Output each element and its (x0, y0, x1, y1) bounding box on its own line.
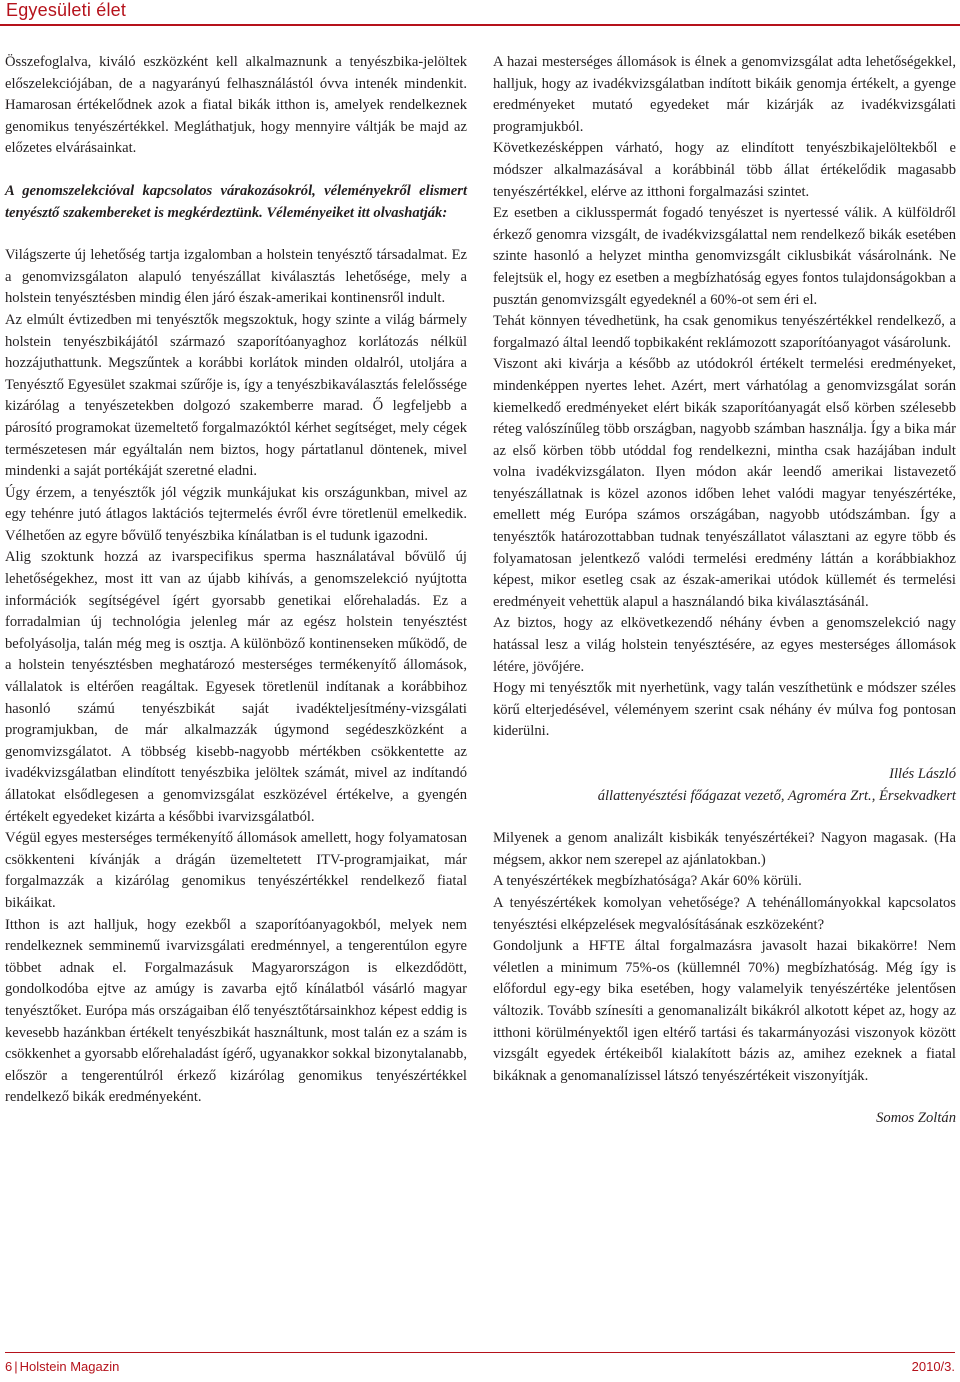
left-column (5, 52, 467, 1109)
qa-paragraph: A tenyészértékek komolyan vehetősége? A tehénállományokkal kapcsolatos tenyésztési elképzelések megvalósításának eszközeként? (493, 894, 956, 933)
author-name: Illés László (889, 766, 956, 782)
qa-paragraph: Milyenek a genom analizált kisbikák tenyészértékei? Nagyon magasak. (Ha mégsem, akkor nem szerepel az ajánlatokban.) (493, 830, 956, 868)
intro-paragraph: Összefoglalva, kiváló eszközként kell alkalmaznunk a tenyészbika-jelöltek előszelekciójában, de a nagyarányú felhasználástól óvva intenék mindenkit. Hamarosan értékelődnek azok a fiatal bikák itthon is, amelyek rendelkeznek genomikus tenyészértékkel. Megláthatjuk, hogy mennyire váltják be majd az előzetes elvárásainkat. (5, 54, 467, 157)
author-name: Somos Zoltán (876, 1110, 956, 1127)
qa-paragraph: Gondoljunk a HFTE által forgalmazásra javasolt hazai bikakörre! Nem véletlen a minimum 75%-os (küllemnél 70%) megbízhatóság. Még így is előfordul egy-egy bika esetében, hogy valamelyik tenyészértéke jelentősen változik. Tovább színesíti a genomanalizált bikákról alkotott képet az, hogy az itthoni körülményektől igen eltérő tartási és takarmányozási viszonyok között vizsgált egyedek értékeiből kialakított bázis az, amihez ezeknek a fiatal bikáknak a genomanalízissel látszó tenyészértékeit viszonyítják. (493, 938, 956, 1084)
lead-paragraph: A genomszelekcióval kapcsolatos várakozásokról, véleményekről elismert tenyésztő szakembereket is megkérdeztünk. Véleményeiket itt olvashatják: (5, 182, 467, 221)
header-divider (0, 24, 960, 26)
body-paragraph: Úgy érzem, a tenyésztők jól végzik munkájukat kis országunkban, mivel az egy tehénre jutó átlagos laktációs tejtermelés évről évre töretlenül emelkedik. Vélhetően az egyre bővülő tenyészbika kínálatban is el tudunk igazodni. (5, 484, 467, 544)
author-title: állattenyésztési főágazat vezető, Agroméra Zrt., Érsekvadkert (597, 787, 956, 804)
footer-page-info: 6 | Holstein Magazin (5, 1359, 120, 1374)
body-paragraph: Tehát könnyen tévedhetünk, ha csak genomikus tenyészértékkel rendelkező, a forgalmazó által leendő topbikaként reklámozott szaporítóanyagot vásárolunk. (493, 313, 956, 351)
body-paragraph: Végül egyes mesterséges termékenyítő állomások amellett, hogy folyamatosan csökkenteni kívánják a drágán üzemeltetett ITV-programjaikat, már forgalmazzák a kizárólag genomikus tenyészértékkel rendelkező fiatal bikáikat. (5, 830, 467, 911)
issue-number: 2010/3. (911, 1359, 955, 1374)
section-title: Egyesületi élet (6, 0, 127, 20)
body-paragraph: Következésképpen várható, hogy az elindított tenyészbikajelöltekből e módszer alkalmazásával a korábbinál több állat értékelődik magasabb tenyészértékkel, elérve az itthoni forgalmazási szintet. (493, 140, 956, 200)
footer-divider (5, 1352, 955, 1353)
body-paragraph: Hogy mi tenyésztők mit nyerhetünk, vagy talán veszíthetünk e módszer széles körű elterjedésével, véleményem szerint csak néhány év múlva fog pontosan kiderülni. (493, 680, 956, 740)
body-paragraph: Viszont aki kivárja a később az utódokról értékelt termelési eredményeket, mindenképpen nyertes lehet. Azért, mert várhatólag a genomvizsgálat során kiemelkedő eredményeket elért bikák szaporítóanyagát első körben szélesebb réteg valószínűleg több országban, nagyobb számban használja. Így a bika már az első körben több utóddal fog rendelkezni, mintha csak hazájában indult volna ivadékvizsgálaton. Ilyen módon akár leendő amerikai listavezető tenyészállatnak is közel azonos időben lehet valódi magyar tenyészértéke, emellett még Európa számos országában, nagyobb utódszámban. Így a tenyésztők határozottabban tudnak tenyészállatot választani az egyre több és folyamatosan jelentkező valódi termelési eredmény láttán a korábbiakhoz képest, mikor esetleg csak az észak-amerikai utódok küllemét és termelési eredményeit vehettük alapul a használandó bika kiválasztásánál. (493, 356, 956, 610)
body-paragraph: A hazai mesterséges állomások is élnek a genomvizsgálat adta lehetőségekkel, halljuk, hogy az ivadékvizsgálatban indított bikáik genomja értékelt, a gyenge eredményeket mutató egyedeket már kizárják az ivadékvizsgálati programjukból. (493, 54, 956, 135)
body-paragraph: Az biztos, hogy az elkövetkezendő néhány évben a genomszelekció nagy hatással lesz a világ holstein tenyésztésére, az egyes mesterséges állomások létére, jövőjére. (493, 615, 956, 675)
page-number: 6 (5, 1359, 13, 1374)
right-column (493, 52, 956, 1130)
body-paragraph: Világszerte új lehetőség tartja izgalomban a holstein tenyésztő társadalmat. Ez a genomvizsgálaton alapuló tenyészállat kiválasztás lehetősége, mely a holstein tenyésztésben mindig élen járó észak-amerikai kontinensről indult. (5, 247, 467, 307)
qa-paragraph: A tenyészértékek megbízhatósága? Akár 60% körüli. (493, 873, 802, 890)
magazine-name: Holstein Magazin (19, 1359, 120, 1374)
body-paragraph: Ez esetben a ciklusspermát fogadó tenyészet is nyertessé válik. A külföldről érkező genomra vizsgált, de ivadékvizsgálattal nem rendelkező bikák esetében szinte hasonló a helyzet mintha genomvizsgált ciklusbikát vásárolnánk. Ne felejtsük el, hogy ez esetben a megbízhatóság egyes fontos tulajdonságokban a pusztán genomvizsgált egyedeknél a 60%-ot sem éri el. (493, 205, 956, 308)
body-paragraph: Alig szoktunk hozzá az ivarspecifikus sperma használatával bővülő új lehetőségekhez, most itt van az újabb kihívás, a genomszelekció nyújtotta információk segítségével ígért gyorsabb genetikai előrehaladás. Ez a forradalmian új technológia jelenleg már az egész holstein tenyésztést befolyásolja, talán még meg is osztja. A különböző kontinenseken működő, de a holstein tenyésztésben meghatározó mesterséges termékenyítő állomások, vállalatok is eltérően reagáltak. Egyesek töretlenül indítanak a korábbihoz hasonló számú tenyészbikát saját ivadékteljesítmény-vizsgálati programjukban, de már alkalmazzák úgymond segédeszközként a genomvizsgálatot. A többség kisebb-nagyobb mértékben csökkentette az ivadékvizsgálatban elindított tenyészbika jelöltek számát, mivel az indítandó állatokat elsődlegesen a genomvizsgálat eszközével értékelve, a gyengén értékelt egyedeket kizárta a későbbi ivarvizsgálatból. (5, 549, 467, 825)
body-paragraph: Az elmúlt évtizedben mi tenyésztők megszoktuk, hogy szinte a világ bármely holstein tenyészbikájától származó szaporítóanyaghoz korlátozás nélkül hozzájuthattunk. Megszűntek a korábbi korlátok minden oldalról, utoljára a Tenyésztő Egyesület szakmai szűrője is, így a tenyészbikaválasztás felelőssége kizárólag a tenyészetekben dolgozó szakemberre marad. Ő legfeljebb a párosító programokat üzemeltető forgalmazóktól kérhet segítséget, mely cégek természetesen már egyáltalán nem biztos, hogy pártatlanul döntenek, mivel mindenki a saját portékáját szeretné eladni. (5, 311, 467, 480)
body-paragraph: Itthon is azt halljuk, hogy ezekből a szaporítóanyagokból, melyek nem rendelkeznek semminemű ivarvizsgálati eredménnyel, a tengerentúlon egyre többet adnak el. Forgalmazásuk Magyarországon is elkezdődött, gondolkodóba ejtve az amúgy is zavarba ejtő kínálatból vásárló magyar tenyésztőket. Európa más országaiban élő tenyésztőtársainkhoz képest eddig is kevesebb hazánkban értékelt tenyészbikát használtunk, most talán ez a szám is csökkenhet a gyorsabb előrehaladást ígérő, ugyanakkor sokkal bizonytalanabb, először a tengerentúlról érkező kizárólag genomikus tenyészértékkel rendelkező bikák eredményeként. (5, 916, 467, 1106)
